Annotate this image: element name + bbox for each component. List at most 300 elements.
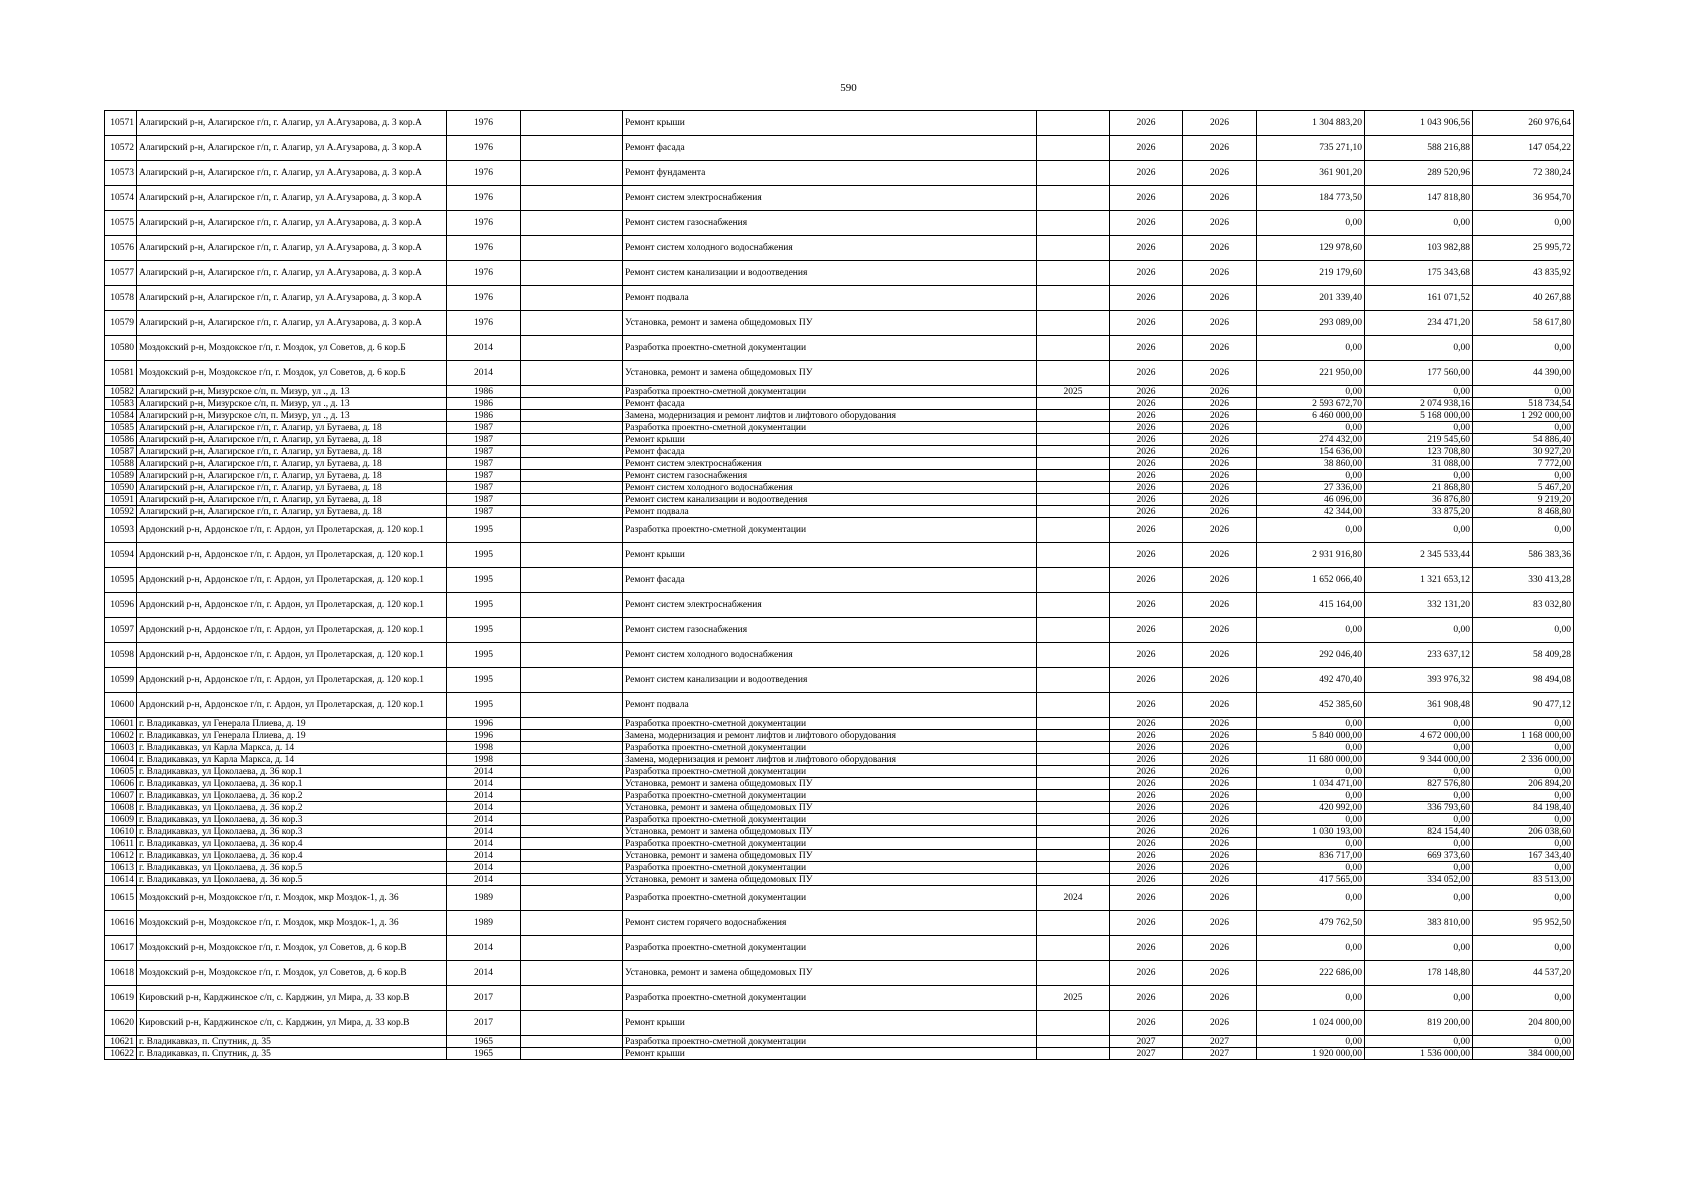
fund-amount-cell: 123 708,80 bbox=[1365, 446, 1473, 458]
table-row bbox=[105, 111, 1574, 136]
table-row bbox=[105, 790, 1574, 802]
table-row bbox=[105, 668, 1574, 693]
total-cost-cell: 0,00 bbox=[1257, 742, 1365, 754]
table-row bbox=[105, 161, 1574, 186]
work-type-cell: Установка, ремонт и замена общедомовых ПУ bbox=[623, 311, 1037, 336]
total-cost-cell: 0,00 bbox=[1257, 862, 1365, 874]
work-type-cell: Разработка проектно-сметной документации bbox=[623, 718, 1037, 730]
psd-year-cell bbox=[1037, 111, 1110, 136]
empty-cell bbox=[521, 778, 623, 790]
table-row bbox=[105, 874, 1574, 886]
owner-amount-cell: 0,00 bbox=[1473, 742, 1574, 754]
row-number-cell: 10613 bbox=[105, 862, 137, 874]
table-body bbox=[105, 111, 1574, 1060]
psd-year-cell bbox=[1037, 568, 1110, 593]
total-cost-cell: 0,00 bbox=[1257, 936, 1365, 961]
psd-year-cell bbox=[1037, 1036, 1110, 1048]
work-type-cell: Замена, модернизация и ремонт лифтов и лифтового оборудования bbox=[623, 410, 1037, 422]
owner-amount-cell: 84 198,40 bbox=[1473, 802, 1574, 814]
empty-cell bbox=[521, 593, 623, 618]
planned-year-end-cell: 2026 bbox=[1183, 482, 1257, 494]
planned-year-start-cell: 2026 bbox=[1110, 961, 1183, 986]
planned-year-start-cell: 2026 bbox=[1110, 790, 1183, 802]
empty-cell bbox=[521, 693, 623, 718]
empty-cell bbox=[521, 668, 623, 693]
table-row bbox=[105, 311, 1574, 336]
total-cost-cell: 292 046,40 bbox=[1257, 643, 1365, 668]
address-cell: Моздокский р-н, Моздокское г/п, г. Моздок, ул Советов, д. 6 кор.В bbox=[137, 961, 447, 986]
total-cost-cell: 0,00 bbox=[1257, 211, 1365, 236]
planned-year-end-cell: 2026 bbox=[1183, 718, 1257, 730]
row-number-cell: 10576 bbox=[105, 236, 137, 261]
psd-year-cell bbox=[1037, 766, 1110, 778]
year-built-cell: 2014 bbox=[447, 802, 521, 814]
year-built-cell: 1976 bbox=[447, 236, 521, 261]
work-type-cell: Ремонт крыши bbox=[623, 111, 1037, 136]
planned-year-start-cell: 2026 bbox=[1110, 668, 1183, 693]
planned-year-end-cell: 2026 bbox=[1183, 361, 1257, 386]
year-built-cell: 2014 bbox=[447, 961, 521, 986]
total-cost-cell: 222 686,00 bbox=[1257, 961, 1365, 986]
total-cost-cell: 836 717,00 bbox=[1257, 850, 1365, 862]
psd-year-cell bbox=[1037, 790, 1110, 802]
total-cost-cell: 129 978,60 bbox=[1257, 236, 1365, 261]
empty-cell bbox=[521, 410, 623, 422]
psd-year-cell bbox=[1037, 862, 1110, 874]
total-cost-cell: 0,00 bbox=[1257, 1036, 1365, 1048]
row-number-cell: 10610 bbox=[105, 826, 137, 838]
address-cell: г. Владикавказ, ул Цоколаева, д. 36 кор.3 bbox=[137, 814, 447, 826]
row-number-cell: 10595 bbox=[105, 568, 137, 593]
address-cell: Алагирский р-н, Алагирское г/п, г. Алагир, ул А.Агузарова, д. 3 кор.А bbox=[137, 211, 447, 236]
owner-amount-cell: 1 168 000,00 bbox=[1473, 730, 1574, 742]
address-cell: Ардонский р-н, Ардонское г/п, г. Ардон, ул Пролетарская, д. 120 кор.1 bbox=[137, 643, 447, 668]
planned-year-start-cell: 2026 bbox=[1110, 730, 1183, 742]
address-cell: Моздокский р-н, Моздокское г/п, г. Моздок, ул Советов, д. 6 кор.Б bbox=[137, 336, 447, 361]
planned-year-start-cell: 2026 bbox=[1110, 826, 1183, 838]
work-type-cell: Ремонт систем канализации и водоотведения bbox=[623, 261, 1037, 286]
psd-year-cell bbox=[1037, 730, 1110, 742]
work-type-cell: Ремонт подвала bbox=[623, 693, 1037, 718]
owner-amount-cell: 0,00 bbox=[1473, 886, 1574, 911]
table-row bbox=[105, 826, 1574, 838]
year-built-cell: 1965 bbox=[447, 1036, 521, 1048]
total-cost-cell: 0,00 bbox=[1257, 814, 1365, 826]
total-cost-cell: 1 920 000,00 bbox=[1257, 1048, 1365, 1060]
owner-amount-cell: 0,00 bbox=[1473, 618, 1574, 643]
empty-cell bbox=[521, 211, 623, 236]
planned-year-end-cell: 2026 bbox=[1183, 911, 1257, 936]
psd-year-cell: 2025 bbox=[1037, 386, 1110, 398]
address-cell: Алагирский р-н, Алагирское г/п, г. Алагир, ул Бутаева, д. 18 bbox=[137, 458, 447, 470]
fund-amount-cell: 0,00 bbox=[1365, 618, 1473, 643]
address-cell: Ардонский р-н, Ардонское г/п, г. Ардон, ул Пролетарская, д. 120 кор.1 bbox=[137, 668, 447, 693]
address-cell: г. Владикавказ, ул Цоколаева, д. 36 кор.1 bbox=[137, 778, 447, 790]
total-cost-cell: 0,00 bbox=[1257, 618, 1365, 643]
psd-year-cell bbox=[1037, 936, 1110, 961]
year-built-cell: 1995 bbox=[447, 543, 521, 568]
planned-year-start-cell: 2026 bbox=[1110, 506, 1183, 518]
total-cost-cell: 1 024 000,00 bbox=[1257, 1011, 1365, 1036]
empty-cell bbox=[521, 236, 623, 261]
psd-year-cell bbox=[1037, 336, 1110, 361]
year-built-cell: 1989 bbox=[447, 911, 521, 936]
planned-year-start-cell: 2026 bbox=[1110, 494, 1183, 506]
planned-year-start-cell: 2026 bbox=[1110, 422, 1183, 434]
planned-year-end-cell: 2026 bbox=[1183, 643, 1257, 668]
year-built-cell: 1995 bbox=[447, 618, 521, 643]
planned-year-start-cell: 2026 bbox=[1110, 136, 1183, 161]
year-built-cell: 1998 bbox=[447, 742, 521, 754]
owner-amount-cell: 0,00 bbox=[1473, 986, 1574, 1011]
psd-year-cell bbox=[1037, 543, 1110, 568]
row-number-cell: 10590 bbox=[105, 482, 137, 494]
owner-amount-cell: 206 894,20 bbox=[1473, 778, 1574, 790]
year-built-cell: 1987 bbox=[447, 494, 521, 506]
address-cell: г. Владикавказ, ул Цоколаева, д. 36 кор.5 bbox=[137, 862, 447, 874]
work-type-cell: Ремонт систем холодного водоснабжения bbox=[623, 482, 1037, 494]
owner-amount-cell: 36 954,70 bbox=[1473, 186, 1574, 211]
address-cell: Алагирский р-н, Алагирское г/п, г. Алагир, ул А.Агузарова, д. 3 кор.А bbox=[137, 136, 447, 161]
fund-amount-cell: 0,00 bbox=[1365, 211, 1473, 236]
work-type-cell: Разработка проектно-сметной документации bbox=[623, 1036, 1037, 1048]
fund-amount-cell: 1 536 000,00 bbox=[1365, 1048, 1473, 1060]
planned-year-start-cell: 2027 bbox=[1110, 1036, 1183, 1048]
planned-year-end-cell: 2026 bbox=[1183, 850, 1257, 862]
total-cost-cell: 219 179,60 bbox=[1257, 261, 1365, 286]
fund-amount-cell: 0,00 bbox=[1365, 814, 1473, 826]
row-number-cell: 10621 bbox=[105, 1036, 137, 1048]
year-built-cell: 1976 bbox=[447, 311, 521, 336]
table-row bbox=[105, 211, 1574, 236]
total-cost-cell: 0,00 bbox=[1257, 838, 1365, 850]
address-cell: Моздокский р-н, Моздокское г/п, г. Моздок, мкр Моздок-1, д. 36 bbox=[137, 886, 447, 911]
empty-cell bbox=[521, 482, 623, 494]
table-row bbox=[105, 643, 1574, 668]
fund-amount-cell: 0,00 bbox=[1365, 862, 1473, 874]
planned-year-start-cell: 2026 bbox=[1110, 874, 1183, 886]
planned-year-end-cell: 2026 bbox=[1183, 936, 1257, 961]
owner-amount-cell: 30 927,20 bbox=[1473, 446, 1574, 458]
owner-amount-cell: 43 835,92 bbox=[1473, 261, 1574, 286]
fund-amount-cell: 383 810,00 bbox=[1365, 911, 1473, 936]
total-cost-cell: 221 950,00 bbox=[1257, 361, 1365, 386]
total-cost-cell: 293 089,00 bbox=[1257, 311, 1365, 336]
planned-year-start-cell: 2026 bbox=[1110, 850, 1183, 862]
year-built-cell: 2014 bbox=[447, 936, 521, 961]
planned-year-start-cell: 2026 bbox=[1110, 186, 1183, 211]
empty-cell bbox=[521, 1011, 623, 1036]
address-cell: Ардонский р-н, Ардонское г/п, г. Ардон, ул Пролетарская, д. 120 кор.1 bbox=[137, 618, 447, 643]
address-cell: Ардонский р-н, Ардонское г/п, г. Ардон, ул Пролетарская, д. 120 кор.1 bbox=[137, 693, 447, 718]
fund-amount-cell: 588 216,88 bbox=[1365, 136, 1473, 161]
psd-year-cell bbox=[1037, 161, 1110, 186]
empty-cell bbox=[521, 961, 623, 986]
planned-year-start-cell: 2026 bbox=[1110, 911, 1183, 936]
work-type-cell: Ремонт систем горячего водоснабжения bbox=[623, 911, 1037, 936]
work-type-cell: Разработка проектно-сметной документации bbox=[623, 422, 1037, 434]
owner-amount-cell: 40 267,88 bbox=[1473, 286, 1574, 311]
work-type-cell: Ремонт фасада bbox=[623, 398, 1037, 410]
year-built-cell: 1995 bbox=[447, 693, 521, 718]
owner-amount-cell: 95 952,50 bbox=[1473, 911, 1574, 936]
planned-year-start-cell: 2026 bbox=[1110, 311, 1183, 336]
planned-year-start-cell: 2026 bbox=[1110, 802, 1183, 814]
work-type-cell: Ремонт подвала bbox=[623, 506, 1037, 518]
total-cost-cell: 42 344,00 bbox=[1257, 506, 1365, 518]
year-built-cell: 1987 bbox=[447, 446, 521, 458]
work-type-cell: Разработка проектно-сметной документации bbox=[623, 790, 1037, 802]
empty-cell bbox=[521, 186, 623, 211]
owner-amount-cell: 0,00 bbox=[1473, 838, 1574, 850]
table-row bbox=[105, 458, 1574, 470]
work-type-cell: Ремонт систем газоснабжения bbox=[623, 470, 1037, 482]
owner-amount-cell: 58 617,80 bbox=[1473, 311, 1574, 336]
address-cell: Алагирский р-н, Алагирское г/п, г. Алагир, ул Бутаева, д. 18 bbox=[137, 470, 447, 482]
planned-year-end-cell: 2026 bbox=[1183, 826, 1257, 838]
owner-amount-cell: 518 734,54 bbox=[1473, 398, 1574, 410]
table-row bbox=[105, 838, 1574, 850]
owner-amount-cell: 147 054,22 bbox=[1473, 136, 1574, 161]
planned-year-end-cell: 2026 bbox=[1183, 730, 1257, 742]
year-built-cell: 1986 bbox=[447, 410, 521, 422]
total-cost-cell: 1 304 883,20 bbox=[1257, 111, 1365, 136]
fund-amount-cell: 0,00 bbox=[1365, 742, 1473, 754]
work-type-cell: Ремонт систем электроснабжения bbox=[623, 186, 1037, 211]
work-type-cell: Ремонт крыши bbox=[623, 543, 1037, 568]
planned-year-start-cell: 2026 bbox=[1110, 936, 1183, 961]
table-row bbox=[105, 336, 1574, 361]
total-cost-cell: 452 385,60 bbox=[1257, 693, 1365, 718]
owner-amount-cell: 1 292 000,00 bbox=[1473, 410, 1574, 422]
planned-year-end-cell: 2026 bbox=[1183, 874, 1257, 886]
row-number-cell: 10617 bbox=[105, 936, 137, 961]
row-number-cell: 10591 bbox=[105, 494, 137, 506]
table-row bbox=[105, 261, 1574, 286]
planned-year-end-cell: 2026 bbox=[1183, 838, 1257, 850]
owner-amount-cell: 0,00 bbox=[1473, 814, 1574, 826]
row-number-cell: 10584 bbox=[105, 410, 137, 422]
planned-year-start-cell: 2026 bbox=[1110, 470, 1183, 482]
psd-year-cell bbox=[1037, 778, 1110, 790]
planned-year-start-cell: 2026 bbox=[1110, 838, 1183, 850]
total-cost-cell: 420 992,00 bbox=[1257, 802, 1365, 814]
year-built-cell: 1998 bbox=[447, 754, 521, 766]
work-type-cell: Ремонт фасада bbox=[623, 136, 1037, 161]
planned-year-start-cell: 2026 bbox=[1110, 862, 1183, 874]
fund-amount-cell: 161 071,52 bbox=[1365, 286, 1473, 311]
work-type-cell: Установка, ремонт и замена общедомовых ПУ bbox=[623, 778, 1037, 790]
row-number-cell: 10608 bbox=[105, 802, 137, 814]
row-number-cell: 10615 bbox=[105, 886, 137, 911]
planned-year-end-cell: 2026 bbox=[1183, 668, 1257, 693]
empty-cell bbox=[521, 434, 623, 446]
planned-year-end-cell: 2026 bbox=[1183, 506, 1257, 518]
row-number-cell: 10592 bbox=[105, 506, 137, 518]
planned-year-end-cell: 2026 bbox=[1183, 568, 1257, 593]
planned-year-start-cell: 2026 bbox=[1110, 111, 1183, 136]
psd-year-cell bbox=[1037, 494, 1110, 506]
planned-year-end-cell: 2026 bbox=[1183, 543, 1257, 568]
year-built-cell: 1996 bbox=[447, 730, 521, 742]
planned-year-start-cell: 2026 bbox=[1110, 398, 1183, 410]
work-type-cell: Ремонт крыши bbox=[623, 434, 1037, 446]
year-built-cell: 2014 bbox=[447, 766, 521, 778]
planned-year-start-cell: 2026 bbox=[1110, 543, 1183, 568]
psd-year-cell bbox=[1037, 261, 1110, 286]
row-number-cell: 10580 bbox=[105, 336, 137, 361]
owner-amount-cell: 0,00 bbox=[1473, 336, 1574, 361]
work-type-cell: Установка, ремонт и замена общедомовых ПУ bbox=[623, 961, 1037, 986]
fund-amount-cell: 0,00 bbox=[1365, 838, 1473, 850]
fund-amount-cell: 177 560,00 bbox=[1365, 361, 1473, 386]
planned-year-end-cell: 2026 bbox=[1183, 693, 1257, 718]
owner-amount-cell: 54 886,40 bbox=[1473, 434, 1574, 446]
address-cell: г. Владикавказ, ул Цоколаева, д. 36 кор.4 bbox=[137, 850, 447, 862]
year-built-cell: 1987 bbox=[447, 470, 521, 482]
fund-amount-cell: 178 148,80 bbox=[1365, 961, 1473, 986]
address-cell: г. Владикавказ, ул Генерала Плиева, д. 19 bbox=[137, 718, 447, 730]
row-number-cell: 10599 bbox=[105, 668, 137, 693]
year-built-cell: 1976 bbox=[447, 111, 521, 136]
empty-cell bbox=[521, 838, 623, 850]
year-built-cell: 1987 bbox=[447, 434, 521, 446]
empty-cell bbox=[521, 986, 623, 1011]
year-built-cell: 2014 bbox=[447, 850, 521, 862]
planned-year-end-cell: 2026 bbox=[1183, 790, 1257, 802]
table-row bbox=[105, 778, 1574, 790]
work-type-cell: Установка, ремонт и замена общедомовых ПУ bbox=[623, 874, 1037, 886]
psd-year-cell: 2025 bbox=[1037, 986, 1110, 1011]
owner-amount-cell: 206 038,60 bbox=[1473, 826, 1574, 838]
planned-year-end-cell: 2026 bbox=[1183, 802, 1257, 814]
empty-cell bbox=[521, 850, 623, 862]
year-built-cell: 1987 bbox=[447, 458, 521, 470]
psd-year-cell bbox=[1037, 593, 1110, 618]
owner-amount-cell: 0,00 bbox=[1473, 470, 1574, 482]
year-built-cell: 1995 bbox=[447, 518, 521, 543]
row-number-cell: 10593 bbox=[105, 518, 137, 543]
planned-year-end-cell: 2026 bbox=[1183, 446, 1257, 458]
address-cell: г. Владикавказ, ул Цоколаева, д. 36 кор.1 bbox=[137, 766, 447, 778]
row-number-cell: 10598 bbox=[105, 643, 137, 668]
work-type-cell: Ремонт систем электроснабжения bbox=[623, 458, 1037, 470]
planned-year-start-cell: 2026 bbox=[1110, 618, 1183, 643]
empty-cell bbox=[521, 911, 623, 936]
total-cost-cell: 184 773,50 bbox=[1257, 186, 1365, 211]
row-number-cell: 10616 bbox=[105, 911, 137, 936]
row-number-cell: 10578 bbox=[105, 286, 137, 311]
work-type-cell: Ремонт систем холодного водоснабжения bbox=[623, 236, 1037, 261]
planned-year-end-cell: 2026 bbox=[1183, 754, 1257, 766]
owner-amount-cell: 98 494,08 bbox=[1473, 668, 1574, 693]
psd-year-cell bbox=[1037, 136, 1110, 161]
table-row bbox=[105, 730, 1574, 742]
psd-year-cell bbox=[1037, 286, 1110, 311]
owner-amount-cell: 83 513,00 bbox=[1473, 874, 1574, 886]
work-type-cell: Ремонт фундамента bbox=[623, 161, 1037, 186]
work-type-cell: Ремонт систем канализации и водоотведения bbox=[623, 494, 1037, 506]
planned-year-start-cell: 2026 bbox=[1110, 434, 1183, 446]
work-type-cell: Разработка проектно-сметной документации bbox=[623, 766, 1037, 778]
planned-year-end-cell: 2026 bbox=[1183, 961, 1257, 986]
fund-amount-cell: 36 876,80 bbox=[1365, 494, 1473, 506]
work-type-cell: Разработка проектно-сметной документации bbox=[623, 518, 1037, 543]
total-cost-cell: 2 931 916,80 bbox=[1257, 543, 1365, 568]
total-cost-cell: 0,00 bbox=[1257, 336, 1365, 361]
fund-amount-cell: 669 373,60 bbox=[1365, 850, 1473, 862]
empty-cell bbox=[521, 718, 623, 730]
empty-cell bbox=[521, 1048, 623, 1060]
year-built-cell: 1986 bbox=[447, 386, 521, 398]
row-number-cell: 10575 bbox=[105, 211, 137, 236]
empty-cell bbox=[521, 446, 623, 458]
total-cost-cell: 5 840 000,00 bbox=[1257, 730, 1365, 742]
fund-amount-cell: 33 875,20 bbox=[1365, 506, 1473, 518]
address-cell: Моздокский р-н, Моздокское г/п, г. Моздок, ул Советов, д. 6 кор.В bbox=[137, 936, 447, 961]
year-built-cell: 1987 bbox=[447, 482, 521, 494]
row-number-cell: 10571 bbox=[105, 111, 137, 136]
empty-cell bbox=[521, 398, 623, 410]
table-row bbox=[105, 422, 1574, 434]
planned-year-end-cell: 2026 bbox=[1183, 593, 1257, 618]
address-cell: Алагирский р-н, Мизурское с/п, п. Мизур, ул ., д. 13 bbox=[137, 410, 447, 422]
table-row bbox=[105, 410, 1574, 422]
table-row bbox=[105, 1011, 1574, 1036]
planned-year-end-cell: 2026 bbox=[1183, 410, 1257, 422]
work-type-cell: Разработка проектно-сметной документации bbox=[623, 336, 1037, 361]
fund-amount-cell: 332 131,20 bbox=[1365, 593, 1473, 618]
row-number-cell: 10620 bbox=[105, 1011, 137, 1036]
planned-year-start-cell: 2027 bbox=[1110, 1048, 1183, 1060]
owner-amount-cell: 330 413,28 bbox=[1473, 568, 1574, 593]
year-built-cell: 2014 bbox=[447, 814, 521, 826]
year-built-cell: 1995 bbox=[447, 568, 521, 593]
row-number-cell: 10603 bbox=[105, 742, 137, 754]
planned-year-start-cell: 2026 bbox=[1110, 886, 1183, 911]
owner-amount-cell: 384 000,00 bbox=[1473, 1048, 1574, 1060]
owner-amount-cell: 0,00 bbox=[1473, 790, 1574, 802]
owner-amount-cell: 7 772,00 bbox=[1473, 458, 1574, 470]
total-cost-cell: 0,00 bbox=[1257, 386, 1365, 398]
psd-year-cell bbox=[1037, 422, 1110, 434]
address-cell: Алагирский р-н, Алагирское г/п, г. Алагир, ул А.Агузарова, д. 3 кор.А bbox=[137, 111, 447, 136]
table-row bbox=[105, 286, 1574, 311]
year-built-cell: 1996 bbox=[447, 718, 521, 730]
owner-amount-cell: 5 467,20 bbox=[1473, 482, 1574, 494]
planned-year-start-cell: 2026 bbox=[1110, 742, 1183, 754]
work-type-cell: Замена, модернизация и ремонт лифтов и лифтового оборудования bbox=[623, 730, 1037, 742]
work-type-cell: Установка, ремонт и замена общедомовых ПУ bbox=[623, 802, 1037, 814]
planned-year-end-cell: 2026 bbox=[1183, 336, 1257, 361]
work-type-cell: Разработка проектно-сметной документации bbox=[623, 936, 1037, 961]
year-built-cell: 1976 bbox=[447, 161, 521, 186]
total-cost-cell: 154 636,00 bbox=[1257, 446, 1365, 458]
psd-year-cell bbox=[1037, 398, 1110, 410]
fund-amount-cell: 0,00 bbox=[1365, 422, 1473, 434]
psd-year-cell bbox=[1037, 826, 1110, 838]
empty-cell bbox=[521, 1036, 623, 1048]
planned-year-end-cell: 2026 bbox=[1183, 814, 1257, 826]
fund-amount-cell: 0,00 bbox=[1365, 886, 1473, 911]
planned-year-end-cell: 2026 bbox=[1183, 862, 1257, 874]
empty-cell bbox=[521, 458, 623, 470]
year-built-cell: 2014 bbox=[447, 862, 521, 874]
total-cost-cell: 417 565,00 bbox=[1257, 874, 1365, 886]
total-cost-cell: 11 680 000,00 bbox=[1257, 754, 1365, 766]
row-number-cell: 10588 bbox=[105, 458, 137, 470]
work-type-cell: Ремонт систем холодного водоснабжения bbox=[623, 643, 1037, 668]
